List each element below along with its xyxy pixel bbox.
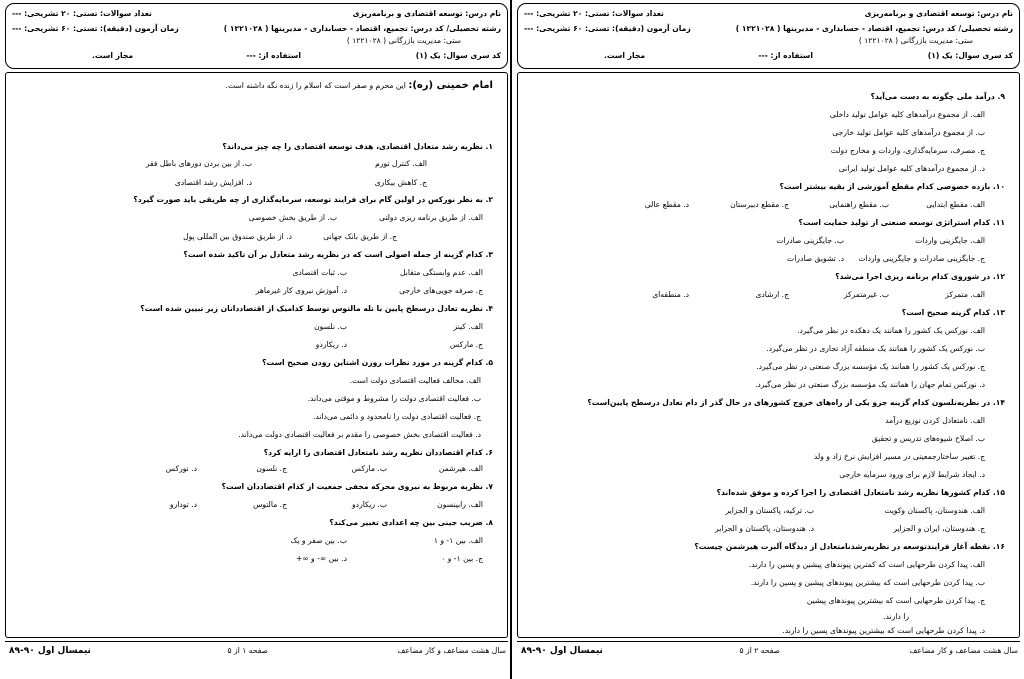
q16-option-c: ج. پیدا کردن طرحهایی است که بیشترین پیوندهای پیشین (806, 596, 985, 605)
question-9: ۹. درآمد ملی چگونه به دست می‌آید؟ (870, 92, 1005, 101)
q13-option-a: الف. نورکس یک کشور را همانند یک دهکده در نظر می‌گیرد. (797, 326, 985, 335)
semester-label: نیمسال اول ۹۰-۸۹ (9, 646, 91, 656)
question-13: ۱۳. کدام گزینه صحیح است؟ (901, 308, 1005, 317)
q3-option-b: ب. ثبات اقتصادی (292, 268, 347, 277)
footer-title: سال هشت مضاعف و کار مضاعف (397, 646, 506, 655)
question-15: ۱۵. کدام کشورها نظریه رشد نامتعادل اقتصادی را اجرا کرده و موفق شده‌اند؟ (716, 488, 1005, 497)
q7-option-b: ب. ریکاردو (352, 500, 387, 509)
q16-option-a: الف. پیدا کردن طرحهایی است که کمترین پیوندهای پیشین و پسین را دارند. (748, 560, 985, 569)
question-area (5, 72, 508, 638)
q2-option-a: الف. از طریق برنامه ریزی دولتی (379, 213, 483, 222)
usage: استفاده از: --- (758, 51, 813, 60)
q5-option-d: د. فعالیت اقتصادی بخش خصوصی را مقدم بر فعالیت اقتصادی دولت می‌داند. (238, 430, 481, 439)
q10-option-b: ب. مقطع راهنمایی (829, 200, 889, 209)
question-16: ۱۶. نقطه آغاز فرایندتوسعه در نظریه‌رشدنامتعادل از دیدگاه آلبرت هیرشمن چیست؟ (694, 542, 1005, 551)
q14-option-d: د. ایجاد شرایط لازم برای ورود سرمایه خارجی (839, 470, 985, 479)
question-2: ۲. به نظر نورکس در اولین گام برای فرایند توسعه، سرمایه‌گذاری از چه طریقی باید صورت گیرد؟ (133, 195, 493, 204)
q13-option-b: ب. نورکس یک کشور را همانند یک منطقه آزاد تجاری در نظر می‌گیرد. (766, 344, 985, 353)
q12-option-a: الف. متمرکز (945, 290, 985, 299)
q16-option-b: ب. پیدا کردن طرحهایی است که بیشترین پیوندهای پیشین و پسین را دارند. (750, 578, 985, 587)
exam-page-1 (3, 0, 510, 679)
q2-option-c: ج. از طریق بانک جهانی (323, 232, 397, 241)
q8-option-b: ب. بین صفر و یک (290, 536, 347, 545)
q4-option-c: ج. مارکس (449, 340, 483, 349)
question-4: ۴. نظریه تعادل درسطح پایین با تله مالتوس توسط کدامیک از اقتصاددانان زیر تبیین شده است؟ (140, 304, 493, 313)
q6-option-d: د. نورکس (165, 464, 197, 473)
q9-option-a: الف. از مجموع درآمدهای کلیه عوامل تولید داخلی (829, 110, 985, 119)
question-5: ۵. کدام گزینه در مورد نظرات روزن اشتاین رودن صحیح است؟ (262, 358, 493, 367)
question-3: ۳. کدام گزینه از جمله اصولی است که در نظریه رشد متعادل بر آن تاکید شده است؟ (183, 250, 493, 259)
q1-option-c: ج. کاهش بیکاری (374, 178, 427, 187)
q1-option-d: د. افزایش رشد اقتصادی (174, 178, 252, 187)
q13-option-c: ج. نورکس یک کشور را همانند یک مؤسسه بزرگ صنعتی در نظر می‌گیرد. (756, 362, 985, 371)
q11-option-a: الف. جایگزینی واردات (915, 236, 985, 245)
q16-option-c-continued: را دارند. (883, 612, 909, 621)
q6-option-b: ب. مارکس (351, 464, 387, 473)
exam-header (517, 3, 1020, 69)
exam-header (5, 3, 508, 69)
q6-option-a: الف. هیرشمن (438, 464, 483, 473)
q16-option-d: د. پیدا کردن طرحهایی است که بیشترین پیوندهای پسین را دارند. (782, 626, 985, 635)
q5-option-a: الف. مخالف فعالیت اقتصادی دولت است. (349, 376, 481, 385)
q9-option-d: د. از مجموع درآمدهای کلیه عوامل تولید ایرانی (838, 164, 985, 173)
q2-option-b: ب. از طریق بخش خصوصی (248, 213, 337, 222)
semester-label: نیمسال اول ۹۰-۸۹ (521, 646, 603, 656)
q14-option-c: ج. تغییر ساختارجمعیتی در مسیر افزایش نرخ زاد و ولد (813, 452, 985, 461)
q1-option-b: ب. از بین بردن دورهای باطل فقر (145, 159, 252, 168)
q12-option-c: ج. ارشادی (755, 290, 789, 299)
question-12: ۱۲. در شوروی کدام برنامه ریزی اجرا می‌شد؟ (835, 272, 1005, 281)
q9-option-b: ب. از مجموع درآمدهای کلیه عوامل تولید خارجی (832, 128, 985, 137)
usage: استفاده از: --- (246, 51, 301, 60)
question-6: ۶. کدام اقتصاددان نظریه رشد نامتعادل اقتصادی را ارایه کرد؟ (263, 448, 493, 457)
page-number: صفحه ۱ از ۵ (227, 646, 268, 655)
q3-option-d: د. آموزش نیروی کار غیرماهر (255, 286, 347, 295)
q10-option-a: الف. مقطع ابتدایی (926, 200, 985, 209)
q6-option-c: ج. نلسون (256, 464, 287, 473)
question-count: تعداد سوالات: تستی: ۲۰ تشریحی: --- (12, 9, 152, 18)
question-7: ۷. نظریه مربوط به نیروی محرکه مخفی جمعیت از کدام اقتصاددان است؟ (221, 482, 493, 491)
exam-time: زمان آزمون (دقیقه): تستی: ۶۰ تشریحی: --- (524, 24, 691, 33)
q8-option-c: ج. بین ۱- و ۰ (441, 554, 483, 563)
allowed: مجاز است. (604, 51, 646, 60)
page-number: صفحه ۲ از ۵ (739, 646, 780, 655)
sub-field: ستی: مدیریت بازرگانی ( ۱۲۲۱۰۲۸ ) (858, 36, 973, 45)
q8-option-a: الف. بین ۱- و ۱ (433, 536, 483, 545)
q3-option-a: الف. عدم وابستگی متقابل (399, 268, 483, 277)
q5-option-b: ب. فعالیت اقتصادی دولت را مشروط و موقتی می‌داند. (307, 394, 481, 403)
page-footer (517, 641, 1020, 663)
question-area (517, 72, 1020, 638)
question-11: ۱۱. کدام استراتژی توسعه صنعتی از تولید حمایت است؟ (798, 218, 1005, 227)
q11-option-b: ب. جایگزینی صادرات (776, 236, 844, 245)
question-1: ۱. نظریه رشد متعادل اقتصادی، هدف توسعه اقتصادی را چه چیز می‌داند؟ (222, 142, 493, 151)
series-code: کد سری سوال: یک (۱) (927, 51, 1013, 60)
q7-option-a: الف. رابینسون (437, 500, 483, 509)
q4-option-d: د. ریکاردو (315, 340, 347, 349)
q11-option-d: د. تشویق صادرات (787, 254, 844, 263)
q9-option-c: ج. مصرف، سرمایه‌گذاری، واردات و مخارج دولت (830, 146, 985, 155)
q4-option-a: الف. کینز (453, 322, 483, 331)
q5-option-c: ج. فعالیت اقتصادی دولت را نامحدود و دائمی می‌داند. (313, 412, 481, 421)
q15-option-c: ج. هندوستان، ایران و الجزایر (893, 524, 985, 533)
q7-option-d: د. تودارو (169, 500, 197, 509)
question-8: ۸. ضریب جینی بین چه اعدادی تغییر می‌کند؟ (329, 518, 493, 527)
quote-text: این محرم و صفر است که اسلام را زنده نگه داشته است. (225, 81, 406, 90)
q13-option-d: د. نورکس تمام جهان را همانند یک مؤسسه بزرگ صنعتی در نظر می‌گیرد. (754, 380, 985, 389)
series-code: کد سری سوال: یک (۱) (415, 51, 501, 60)
q2-option-d: د. از طریق صندوق بین المللی پول (183, 232, 292, 241)
field-code: رشته تحصیلی/ کد درس: تجمیع، اقتصاد - حسابداری - مدیریتها ( ۱۲۲۱۰۲۸ ) (223, 24, 501, 33)
exam-time: زمان آزمون (دقیقه): تستی: ۶۰ تشریحی: --- (12, 24, 179, 33)
question-count: تعداد سوالات: تستی: ۲۰ تشریحی: --- (524, 9, 664, 18)
quote-title: امام خمینی (ره): (408, 80, 493, 91)
allowed: مجاز است. (92, 51, 134, 60)
q15-option-a: الف. هندوستان، پاکستان وکویت (884, 506, 985, 515)
page-footer (5, 641, 508, 663)
q8-option-d: د. بین ∞- و ∞+ (295, 554, 347, 563)
course-name: نام درس: توسعه اقتصادی و برنامه‌ریزی (864, 9, 1013, 18)
footer-title: سال هشت مضاعف و کار مضاعف (909, 646, 1018, 655)
q14-option-a: الف. نامتعادل کردن توزیع درآمد (885, 416, 985, 425)
q10-option-c: ج. مقطع دبیرستان (730, 200, 789, 209)
course-name: نام درس: توسعه اقتصادی و برنامه‌ریزی (352, 9, 501, 18)
q4-option-b: ب. نلسون (314, 322, 347, 331)
field-code: رشته تحصیلی/ کد درس: تجمیع، اقتصاد - حسابداری - مدیریتها ( ۱۲۲۱۰۲۸ ) (735, 24, 1013, 33)
q11-option-c: ج. جایگزینی صادرات و جایگزینی واردات (858, 254, 985, 263)
exam-page-2 (515, 0, 1022, 679)
q1-option-a: الف. کنترل تورم (375, 159, 427, 168)
q12-option-b: ب. غیرمتمرکز (843, 290, 889, 299)
q10-option-d: د. مقطع عالی (644, 200, 689, 209)
q3-option-c: ج. صرفه جویی‌های خارجی (399, 286, 483, 295)
page-separator (510, 0, 512, 679)
q12-option-d: د. منطقه‌ای (652, 290, 689, 299)
question-14: ۱۴. در نظریه‌نلسون کدام گزینه جزو یکی از راه‌های خروج کشورهای در حال گذر از دام تعادل درسطح پایین‌است؟ (587, 398, 1005, 407)
q14-option-b: ب. اصلاح شیوه‌های تدریس و تحقیق (871, 434, 985, 443)
q15-option-b: ب. ترکیه، پاکستان و الجزایر (725, 506, 814, 515)
q15-option-d: د. هندوستان، پاکستان و الجزایر (715, 524, 814, 533)
sub-field: ستی: مدیریت بازرگانی ( ۱۲۲۱۰۲۸ ) (346, 36, 461, 45)
question-10: ۱۰. بازده خصوصی کدام مقطع آموزشی از بقیه بیشتر است؟ (779, 182, 1005, 191)
quote (226, 81, 493, 91)
q7-option-c: ج. مالتوس (253, 500, 287, 509)
